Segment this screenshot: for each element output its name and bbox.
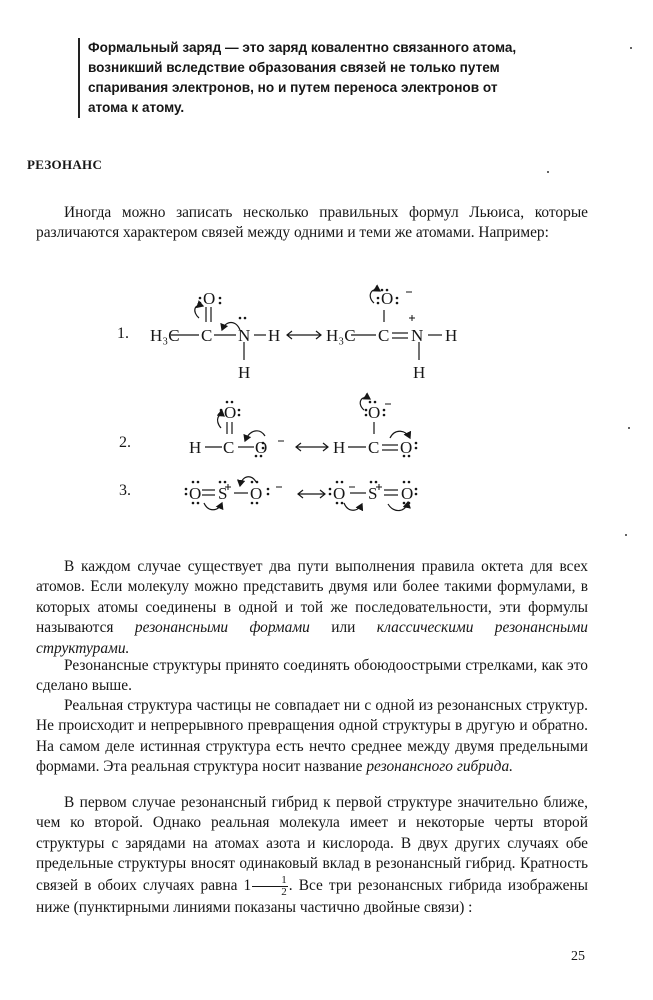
p1-term-classical: классическими резонансными структурами. [36, 619, 588, 657]
ex1-left-h: H [268, 326, 281, 345]
ex2-right-h: H [333, 438, 346, 457]
ex3-left-o1: O [189, 484, 202, 503]
ex2-left-oxygen: O [255, 438, 268, 457]
ex1-right-nitrogen: N [411, 326, 424, 345]
definition-line-4: атома к атому. [88, 100, 185, 115]
p3-term-hybrid: резонансного гибрида. [366, 758, 514, 776]
scan-speck [628, 427, 630, 429]
example-label-1: 1. [117, 325, 129, 342]
definition-line-1: Формальный заряд — это заряд ковалентно связанного атома, [88, 40, 517, 55]
ex3-left-o2: O [250, 484, 263, 503]
fraction-numerator: 1 [252, 875, 288, 887]
ex2-left-oxygen-top: O [224, 403, 237, 422]
ex2-right-oxygen-top: O [368, 403, 381, 422]
scan-speck [547, 171, 549, 173]
fraction [252, 875, 288, 898]
ex2-left-carbon: C [223, 438, 235, 457]
ex2-right-carbon: C [368, 438, 380, 457]
ex1-right-oxygen: O [381, 289, 394, 308]
ex1-right-h: H [445, 326, 458, 345]
p1-text: В каждом случае существует два пути выполнения правила октета для всех атомов. Если молекулу можно представить двумя или более такими формулами, в которых атомы соединены в одной и той же последовательности, эти формулы называются [36, 558, 588, 637]
paragraph-real-structure [36, 696, 588, 778]
ex1-left-nh: H [238, 363, 251, 382]
paragraph-resonance-forms [36, 557, 588, 659]
paragraph-hybrid [36, 793, 588, 918]
definition-line-2: возникший вследствие образования связей не только путем [88, 60, 500, 75]
intro-paragraph: Иногда можно записать несколько правильных формул Льюиса, которые различаются характером связей между одними и теми же атомами. Например: [36, 204, 588, 242]
ex3-right-sulfur: S [368, 484, 378, 503]
paragraph-arrows: Резонансные структуры принято соединять обоюдоострыми стрелками, как это сделано выше. [36, 657, 588, 695]
example-label-2: 2. [119, 434, 131, 451]
definition-line-3: спаривания электронов, но и путем переноса электронов от [88, 80, 498, 95]
ex1-left-nitrogen: N [238, 326, 251, 345]
p1-or: или [331, 619, 356, 637]
ex3-left-sulfur: S [218, 484, 228, 503]
p4-after: . Все три резонансных гибрида изображены ниже (пунктирными линиями показаны частично двойные связи) : [36, 876, 588, 916]
ex1-right-nh: H [413, 363, 426, 382]
ex3-right-o2: O [401, 484, 414, 503]
p4-text: В первом случае резонансный гибрид к первой структуре значительно ближе, чем ко второй. Однако реальная молекула имеет и некоторые черты второй структуры с зарядами на атомах азота и кислорода. В двух других случаях обе предельные структуры вносят одинаковый вклад в резонансный гибрид. Кратность связей в обоих случаях равна [36, 794, 588, 894]
p1-term-resonance-forms: резонансными формами [134, 619, 310, 637]
ex1-left-ch3: H₃C [150, 326, 180, 345]
fraction-whole: 1 [243, 876, 252, 894]
scan-speck [630, 47, 632, 49]
ex1-left-oxygen: O [203, 289, 216, 308]
ex2-left-h: H [189, 438, 202, 457]
example-label-3: 3. [119, 482, 131, 499]
ex1-right-carbon: C [378, 326, 390, 345]
p3-text: Реальная структура частицы не совпадает ни с одной из резонансных структур. Не происходит и непрерывного превращения одной структуры в другую и обратно. На самом деле истинная структура есть нечто среднее между двумя предельными формами. Эта реальная структура носит название [36, 697, 588, 776]
fraction-denominator: 2 [281, 885, 287, 898]
ex2-right-oxygen: O [400, 438, 413, 457]
ex3-right-o1: O [333, 484, 346, 503]
page-number: 25 [571, 949, 585, 964]
ex1-right-ch3: H₃C [326, 326, 356, 345]
ex1-left-carbon: C [201, 326, 213, 345]
section-heading: РЕЗОНАНС [27, 157, 103, 172]
scan-speck [625, 534, 627, 536]
